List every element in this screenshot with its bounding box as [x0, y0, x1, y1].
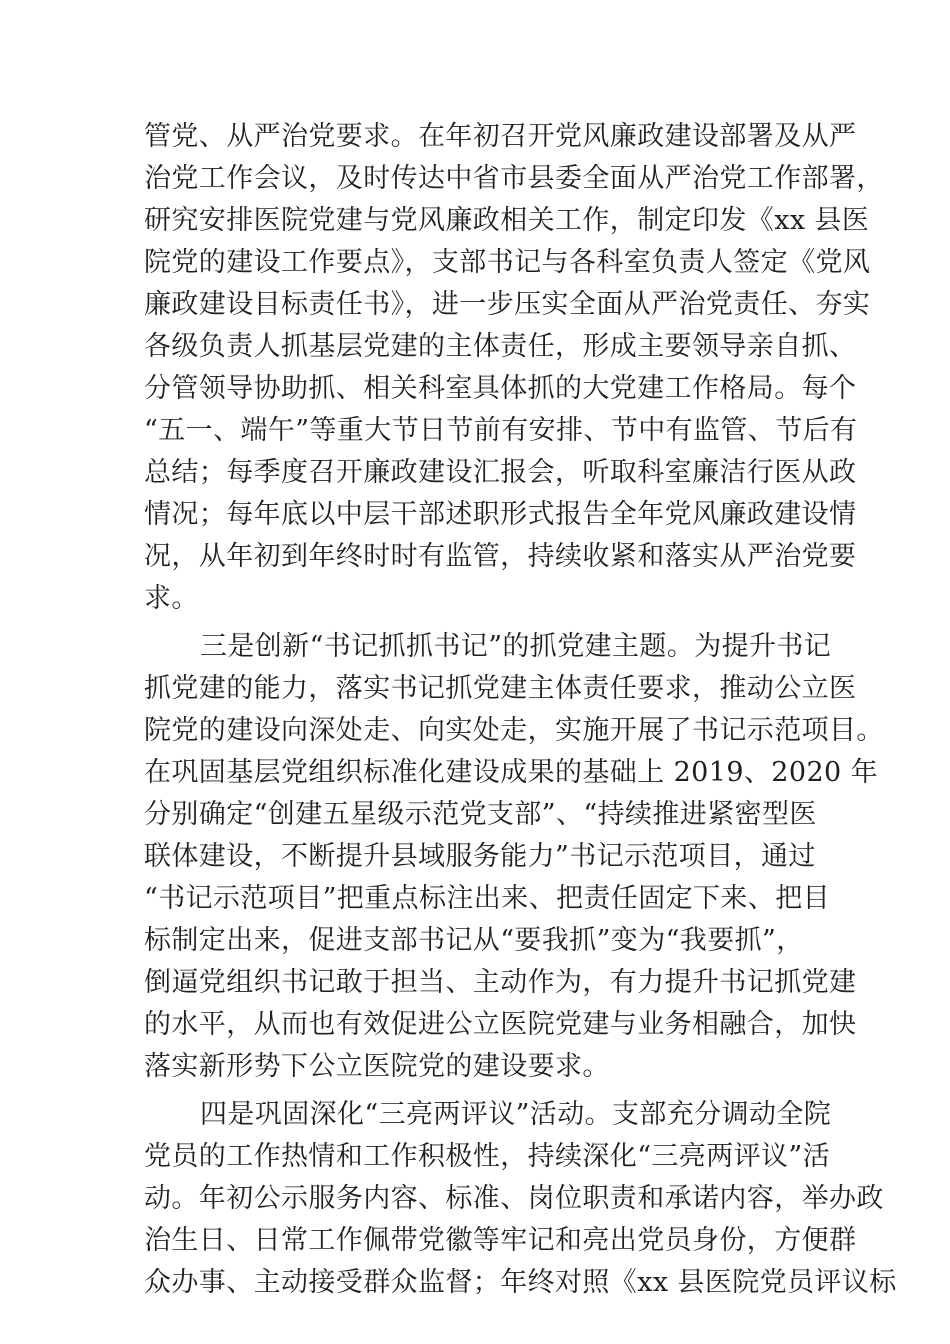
text-line: 情况；每年底以中层干部述职形式报告全年党风廉政建设情	[144, 499, 857, 530]
text-line: 廉政建设目标责任书》，进一步压实全面从严治党责任、夯实	[144, 289, 871, 320]
text-line: 党员的工作热情和工作积极性，持续深化“三亮两评议”活	[144, 1141, 831, 1172]
text-line: 院党的建设工作要点》，支部书记与各科室负责人签定《党风	[144, 247, 871, 278]
text-line: 的水平，从而也有效促进公立医院党建与业务相融合，加快	[144, 1009, 857, 1040]
text-line: 求。	[144, 583, 199, 614]
text-line: 分别确定“创建五星级示范党支部”、“持续推进紧密型医	[144, 799, 817, 830]
text-line: 分管领导协助抓、相关科室具体抓的大党建工作格局。每个	[144, 373, 857, 404]
text-line: 院党的建设向深处走、向实处走，实施开展了书记示范项目。	[144, 715, 884, 746]
text-line: 标制定出来，促进支部书记从“要我抓”变为“我要抓”，	[144, 925, 804, 956]
text-line: 落实新形势下公立医院党的建设要求。	[144, 1051, 610, 1082]
document-body	[144, 116, 897, 1304]
text-line: 抓党建的能力，落实书记抓党建主体责任要求，推动公立医	[144, 673, 857, 704]
text-line: 在巩固基层党组织标准化建设成果的基础上 2019、2020 年	[144, 757, 878, 788]
paragraph-4-first-line: 四是巩固深化“三亮两评议”活动。支部充分调动全院	[200, 1099, 832, 1130]
paragraph-3-first-line: 三是创新“书记抓抓书记”的抓党建主题。为提升书记	[200, 631, 832, 662]
text-line: 况，从年初到年终时时有监管，持续收紧和落实从严治党要	[144, 541, 857, 572]
text-line: 动。年初公示服务内容、标准、岗位职责和承诺内容，举办政	[144, 1183, 884, 1214]
text-line: 倒逼党组织书记敢于担当、主动作为，有力提升书记抓党建	[144, 967, 857, 998]
text-line: “书记示范项目”把重点标注出来、把责任固定下来、把目	[144, 883, 831, 914]
text-line: 研究安排医院党建与党风廉政相关工作，制定印发《xx 县医	[144, 205, 870, 236]
text-line: 管党、从严治党要求。在年初召开党风廉政建设部署及从严	[144, 121, 857, 152]
text-line: 联体建设，不断提升县域服务能力”书记示范项目，通过	[144, 841, 816, 872]
text-line: “五一、端午”等重大节日节前有安排、节中有监管、节后有	[144, 415, 858, 446]
text-line: 治生日、日常工作佩带党徽等牢记和亮出党员身份，方便群	[144, 1225, 857, 1256]
text-line: 治党工作会议，及时传达中省市县委全面从严治党工作部署，	[144, 163, 884, 194]
text-line: 各级负责人抓基层党建的主体责任，形成主要领导亲自抓、	[144, 331, 857, 362]
text-line: 总结；每季度召开廉政建设汇报会，听取科室廉洁行医从政	[144, 457, 857, 488]
text-line: 众办事、主动接受群众监督；年终对照《xx 县医院党员评议标	[144, 1267, 897, 1298]
